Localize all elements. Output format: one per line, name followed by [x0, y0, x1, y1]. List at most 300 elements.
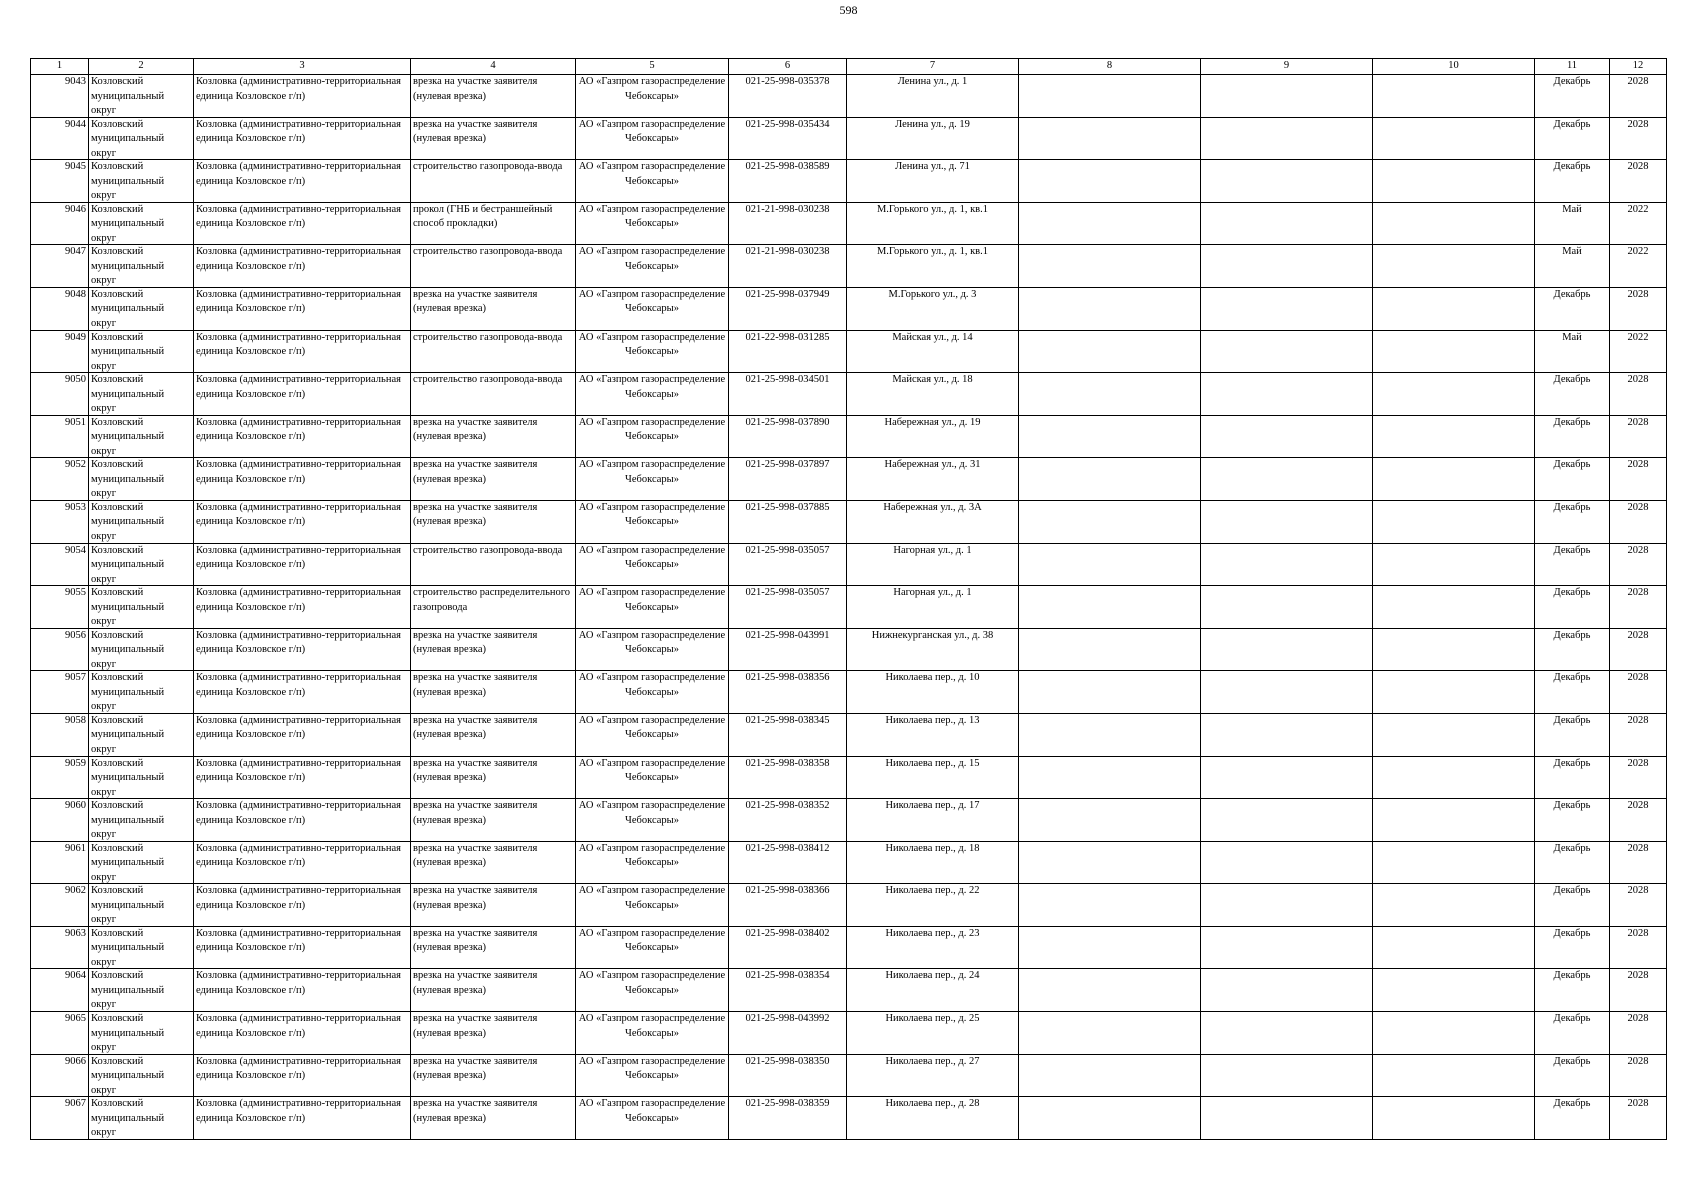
- cell-text: Козловка (административно-территориальная единица Козловское г/п): [196, 757, 401, 783]
- cell-text: 9061: [65, 842, 86, 854]
- table-row: [31, 287, 1667, 330]
- cell-text: [1375, 160, 1532, 201]
- year-cell: [1610, 202, 1667, 245]
- col8-cell: [1019, 841, 1201, 884]
- address-cell: [847, 330, 1019, 373]
- column-header: 5: [576, 59, 729, 75]
- table-row: [31, 969, 1667, 1012]
- month-cell: [1535, 713, 1610, 756]
- cell-text: Декабрь: [1553, 374, 1591, 386]
- district-cell: [89, 373, 194, 416]
- cell-text: Николаева пер., д. 24: [885, 970, 980, 982]
- cell-text: строительство газопровода-ввода: [413, 374, 563, 386]
- cell-text: Декабрь: [1553, 927, 1591, 939]
- code-cell: [729, 628, 847, 671]
- cell-text: 2028: [1627, 629, 1649, 641]
- cell-text: [1203, 331, 1370, 372]
- locality-cell: [194, 373, 411, 416]
- locality-cell: [194, 756, 411, 799]
- col9-cell: [1201, 671, 1373, 714]
- cell-text: 021-25-998-035057: [745, 587, 830, 599]
- cell-text: врезка на участке заявителя (нулевая врезка): [413, 1013, 538, 1039]
- cell-text: Николаева пер., д. 13: [885, 714, 980, 726]
- district-cell: [89, 586, 194, 629]
- district-cell: [89, 1097, 194, 1140]
- cell-text: 9051: [65, 416, 86, 428]
- code-cell: [729, 926, 847, 969]
- cell-text: 9053: [65, 501, 86, 513]
- code-cell: [729, 373, 847, 416]
- district-cell: [89, 75, 194, 118]
- district-cell: [89, 969, 194, 1012]
- organization-cell: [576, 75, 729, 118]
- cell-text: [1021, 842, 1198, 883]
- cell-text: [1021, 203, 1198, 244]
- district-cell: [89, 926, 194, 969]
- district-cell: [89, 117, 194, 160]
- year-cell: [1610, 245, 1667, 288]
- col8-cell: [1019, 202, 1201, 245]
- col10-cell: [1373, 841, 1535, 884]
- cell-text: 9046: [65, 203, 86, 215]
- cell-text: 021-25-998-038589: [745, 161, 830, 173]
- cell-text: 021-25-998-038345: [745, 714, 830, 726]
- work-type-cell: [411, 160, 576, 203]
- cell-text: АО «Газпром газораспределение Чебоксары»: [578, 757, 726, 783]
- organization-cell: [576, 287, 729, 330]
- cell-text: АО «Газпром газораспределение Чебоксары»: [578, 1013, 726, 1039]
- cell-text: [1021, 799, 1198, 840]
- address-cell: [847, 671, 1019, 714]
- cell-text: 2022: [1627, 246, 1649, 258]
- cell-text: [1375, 245, 1532, 286]
- page-number: 598: [839, 3, 858, 17]
- cell-text: Козловский муниципальный округ: [91, 501, 165, 542]
- cell-text: строительство газопровода-ввода: [413, 161, 563, 173]
- table-row: [31, 841, 1667, 884]
- code-cell: [729, 713, 847, 756]
- cell-text: Николаева пер., д. 28: [885, 1098, 980, 1110]
- organization-cell: [576, 1054, 729, 1097]
- district-cell: [89, 799, 194, 842]
- col9-cell: [1201, 75, 1373, 118]
- month-cell: [1535, 245, 1610, 288]
- work-type-cell: [411, 756, 576, 799]
- cell-text: 021-25-998-034501: [745, 374, 830, 386]
- address-cell: [847, 799, 1019, 842]
- cell-text: [1375, 969, 1532, 1010]
- cell-text: 2028: [1627, 587, 1649, 599]
- district-cell: [89, 884, 194, 927]
- cell-text: [1021, 373, 1198, 414]
- cell-text: 9059: [65, 757, 86, 769]
- district-cell: [89, 1012, 194, 1055]
- address-cell: [847, 884, 1019, 927]
- cell-text: [1021, 416, 1198, 457]
- cell-text: Козловский муниципальный округ: [91, 629, 165, 670]
- col9-cell: [1201, 756, 1373, 799]
- code-cell: [729, 75, 847, 118]
- cell-text: Николаева пер., д. 15: [885, 757, 980, 769]
- cell-text: [1203, 75, 1370, 116]
- row-number-cell: [31, 245, 89, 288]
- table-row: [31, 500, 1667, 543]
- work-type-cell: [411, 926, 576, 969]
- district-cell: [89, 415, 194, 458]
- cell-text: АО «Газпром газораспределение Чебоксары»: [578, 970, 726, 996]
- month-cell: [1535, 799, 1610, 842]
- cell-text: [1203, 416, 1370, 457]
- cell-text: Козловка (административно-территориальная единица Козловское г/п): [196, 970, 401, 996]
- month-cell: [1535, 884, 1610, 927]
- cell-text: Козловский муниципальный округ: [91, 970, 165, 1011]
- col9-cell: [1201, 500, 1373, 543]
- table-row: [31, 756, 1667, 799]
- row-number-cell: [31, 628, 89, 671]
- organization-cell: [576, 373, 729, 416]
- year-cell: [1610, 117, 1667, 160]
- col9-cell: [1201, 1012, 1373, 1055]
- col8-cell: [1019, 75, 1201, 118]
- cell-text: [1021, 544, 1198, 585]
- organization-cell: [576, 799, 729, 842]
- cell-text: Набережная ул., д. 3А: [883, 501, 982, 513]
- col9-cell: [1201, 586, 1373, 629]
- cell-text: АО «Газпром газораспределение Чебоксары»: [578, 161, 726, 187]
- cell-text: Козловский муниципальный округ: [91, 161, 165, 202]
- cell-text: врезка на участке заявителя (нулевая врезка): [413, 714, 538, 741]
- work-type-cell: [411, 117, 576, 160]
- row-number-cell: [31, 75, 89, 118]
- col8-cell: [1019, 1054, 1201, 1097]
- work-type-cell: [411, 287, 576, 330]
- cell-text: АО «Газпром газораспределение Чебоксары»: [578, 416, 726, 443]
- work-type-cell: [411, 841, 576, 884]
- cell-text: 9067: [65, 1098, 86, 1110]
- row-number-cell: [31, 160, 89, 203]
- cell-text: 021-25-998-038359: [745, 1098, 830, 1110]
- cell-text: [1021, 671, 1198, 712]
- address-cell: [847, 500, 1019, 543]
- year-cell: [1610, 969, 1667, 1012]
- organization-cell: [576, 415, 729, 458]
- district-cell: [89, 543, 194, 586]
- organization-cell: [576, 330, 729, 373]
- cell-text: Декабрь: [1553, 544, 1591, 556]
- work-type-cell: [411, 799, 576, 842]
- cell-text: АО «Газпром газораспределение Чебоксары»: [578, 544, 726, 571]
- organization-cell: [576, 926, 729, 969]
- cell-text: Декабрь: [1553, 161, 1591, 173]
- col10-cell: [1373, 1012, 1535, 1055]
- col10-cell: [1373, 1054, 1535, 1097]
- code-cell: [729, 671, 847, 714]
- district-cell: [89, 671, 194, 714]
- cell-text: прокол (ГНБ и бестраншейный способ прокладки): [413, 203, 553, 230]
- table-row: [31, 543, 1667, 586]
- month-cell: [1535, 458, 1610, 501]
- address-cell: [847, 160, 1019, 203]
- locality-cell: [194, 1054, 411, 1097]
- cell-text: Козловский муниципальный округ: [91, 331, 165, 372]
- table-row: [31, 628, 1667, 671]
- row-number-cell: [31, 415, 89, 458]
- cell-text: врезка на участке заявителя (нулевая врезка): [413, 885, 538, 911]
- cell-text: 9047: [65, 246, 86, 258]
- year-cell: [1610, 287, 1667, 330]
- cell-text: 021-25-998-038358: [745, 757, 830, 769]
- locality-cell: [194, 415, 411, 458]
- cell-text: Козловка (административно-территориальная единица Козловское г/п): [196, 885, 401, 911]
- work-type-cell: [411, 373, 576, 416]
- organization-cell: [576, 458, 729, 501]
- row-number-cell: [31, 586, 89, 629]
- cell-text: 2028: [1627, 374, 1649, 386]
- col10-cell: [1373, 799, 1535, 842]
- month-cell: [1535, 969, 1610, 1012]
- work-type-cell: [411, 458, 576, 501]
- cell-text: [1375, 373, 1532, 414]
- row-number-cell: [31, 756, 89, 799]
- locality-cell: [194, 1012, 411, 1055]
- col9-cell: [1201, 415, 1373, 458]
- cell-text: [1021, 118, 1198, 159]
- cell-text: [1203, 629, 1370, 670]
- cell-text: Козловка (административно-территориальная единица Козловское г/п): [196, 416, 401, 443]
- address-cell: [847, 756, 1019, 799]
- cell-text: [1021, 714, 1198, 755]
- code-cell: [729, 500, 847, 543]
- cell-text: врезка на участке заявителя (нулевая врезка): [413, 757, 538, 783]
- cell-text: 9044: [65, 118, 86, 130]
- locality-cell: [194, 713, 411, 756]
- organization-cell: [576, 160, 729, 203]
- row-number-cell: [31, 458, 89, 501]
- year-cell: [1610, 543, 1667, 586]
- col9-cell: [1201, 117, 1373, 160]
- cell-text: 9060: [65, 800, 86, 812]
- cell-text: Николаева пер., д. 18: [885, 842, 980, 854]
- address-cell: [847, 543, 1019, 586]
- address-cell: [847, 841, 1019, 884]
- work-type-cell: [411, 713, 576, 756]
- cell-text: [1375, 118, 1532, 159]
- cell-text: Козловка (административно-территориальная единица Козловское г/п): [196, 118, 401, 145]
- cell-text: 021-25-998-038352: [745, 800, 830, 812]
- cell-text: Николаева пер., д. 27: [885, 1055, 980, 1067]
- year-cell: [1610, 330, 1667, 373]
- col9-cell: [1201, 713, 1373, 756]
- col10-cell: [1373, 330, 1535, 373]
- col8-cell: [1019, 330, 1201, 373]
- address-cell: [847, 287, 1019, 330]
- month-cell: [1535, 75, 1610, 118]
- locality-cell: [194, 969, 411, 1012]
- cell-text: 9049: [65, 331, 86, 343]
- cell-text: [1021, 1012, 1198, 1053]
- district-cell: [89, 1054, 194, 1097]
- col10-cell: [1373, 500, 1535, 543]
- work-type-cell: [411, 202, 576, 245]
- code-cell: [729, 543, 847, 586]
- cell-text: врезка на участке заявителя (нулевая врезка): [413, 1098, 538, 1124]
- organization-cell: [576, 1012, 729, 1055]
- work-type-cell: [411, 628, 576, 671]
- address-cell: [847, 117, 1019, 160]
- locality-cell: [194, 884, 411, 927]
- cell-text: АО «Газпром газораспределение Чебоксары»: [578, 501, 726, 528]
- cell-text: Декабрь: [1553, 1013, 1591, 1025]
- month-cell: [1535, 202, 1610, 245]
- cell-text: [1375, 1012, 1532, 1053]
- cell-text: [1375, 799, 1532, 840]
- cell-text: 2028: [1627, 885, 1649, 897]
- organization-cell: [576, 628, 729, 671]
- cell-text: [1375, 75, 1532, 116]
- organization-cell: [576, 500, 729, 543]
- row-number-cell: [31, 1054, 89, 1097]
- cell-text: Николаева пер., д. 17: [885, 800, 980, 812]
- cell-text: врезка на участке заявителя (нулевая врезка): [413, 501, 538, 528]
- cell-text: Козловский муниципальный округ: [91, 885, 165, 926]
- cell-text: 9055: [65, 587, 86, 599]
- cell-text: Козловка (административно-территориальная единица Козловское г/п): [196, 1013, 401, 1039]
- table-row: [31, 713, 1667, 756]
- cell-text: [1021, 586, 1198, 627]
- cell-text: АО «Газпром газораспределение Чебоксары»: [578, 672, 726, 698]
- locality-cell: [194, 202, 411, 245]
- code-cell: [729, 458, 847, 501]
- header-row: [31, 59, 1667, 75]
- year-cell: [1610, 799, 1667, 842]
- col9-cell: [1201, 628, 1373, 671]
- cell-text: Декабрь: [1553, 842, 1591, 854]
- organization-cell: [576, 969, 729, 1012]
- cell-text: Козловка (административно-территориальная единица Козловское г/п): [196, 587, 401, 613]
- cell-text: 9066: [65, 1055, 86, 1067]
- cell-text: Козловский муниципальный округ: [91, 927, 165, 968]
- code-cell: [729, 160, 847, 203]
- cell-text: [1203, 544, 1370, 585]
- table-row: [31, 330, 1667, 373]
- col8-cell: [1019, 373, 1201, 416]
- cell-text: [1375, 1097, 1532, 1138]
- col8-cell: [1019, 160, 1201, 203]
- col10-cell: [1373, 969, 1535, 1012]
- month-cell: [1535, 1097, 1610, 1140]
- column-header: 6: [729, 59, 847, 75]
- cell-text: [1203, 1055, 1370, 1096]
- cell-text: АО «Газпром газораспределение Чебоксары»: [578, 246, 726, 272]
- cell-text: М.Горького ул., д. 1, кв.1: [876, 203, 989, 215]
- month-cell: [1535, 671, 1610, 714]
- cell-text: [1021, 969, 1198, 1010]
- address-cell: [847, 1012, 1019, 1055]
- address-cell: [847, 245, 1019, 288]
- month-cell: [1535, 330, 1610, 373]
- cell-text: [1021, 160, 1198, 201]
- locality-cell: [194, 799, 411, 842]
- cell-text: Козловский муниципальный округ: [91, 1013, 165, 1054]
- locality-cell: [194, 245, 411, 288]
- cell-text: 2028: [1627, 288, 1649, 300]
- cell-text: врезка на участке заявителя (нулевая врезка): [413, 118, 538, 145]
- work-type-cell: [411, 969, 576, 1012]
- organization-cell: [576, 713, 729, 756]
- col8-cell: [1019, 1012, 1201, 1055]
- code-cell: [729, 415, 847, 458]
- cell-text: М.Горького ул., д. 1, кв.1: [876, 246, 989, 258]
- cell-text: [1021, 501, 1198, 542]
- district-cell: [89, 330, 194, 373]
- cell-text: [1203, 927, 1370, 968]
- cell-text: врезка на участке заявителя (нулевая врезка): [413, 288, 538, 315]
- cell-text: [1203, 245, 1370, 286]
- work-type-cell: [411, 1054, 576, 1097]
- month-cell: [1535, 586, 1610, 629]
- work-type-cell: [411, 1012, 576, 1055]
- cell-text: [1375, 501, 1532, 542]
- cell-text: Козловка (административно-территориальная единица Козловское г/п): [196, 374, 401, 400]
- cell-text: [1375, 203, 1532, 244]
- cell-text: [1021, 884, 1198, 925]
- cell-text: АО «Газпром газораспределение Чебоксары»: [578, 288, 726, 315]
- code-cell: [729, 202, 847, 245]
- cell-text: [1021, 458, 1198, 499]
- cell-text: Козловский муниципальный округ: [91, 459, 165, 500]
- cell-text: Майская ул., д. 18: [892, 374, 973, 386]
- cell-text: АО «Газпром газораспределение Чебоксары»: [578, 459, 726, 485]
- table-row: [31, 245, 1667, 288]
- cell-text: Козловка (административно-территориальная единица Козловское г/п): [196, 629, 401, 656]
- cell-text: Нагорная ул., д. 1: [893, 587, 972, 599]
- organization-cell: [576, 245, 729, 288]
- col10-cell: [1373, 117, 1535, 160]
- row-number-cell: [31, 500, 89, 543]
- cell-text: [1021, 1097, 1198, 1138]
- locality-cell: [194, 926, 411, 969]
- locality-cell: [194, 500, 411, 543]
- cell-text: 2028: [1627, 842, 1649, 854]
- code-cell: [729, 1097, 847, 1140]
- year-cell: [1610, 671, 1667, 714]
- address-cell: [847, 373, 1019, 416]
- cell-text: врезка на участке заявителя (нулевая врезка): [413, 672, 538, 698]
- locality-cell: [194, 1097, 411, 1140]
- locality-cell: [194, 287, 411, 330]
- cell-text: [1021, 927, 1198, 968]
- cell-text: Козловка (административно-территориальная единица Козловское г/п): [196, 927, 401, 954]
- row-number-cell: [31, 1012, 89, 1055]
- col8-cell: [1019, 117, 1201, 160]
- col8-cell: [1019, 415, 1201, 458]
- cell-text: Декабрь: [1553, 416, 1591, 428]
- cell-text: 021-25-998-038356: [745, 672, 830, 684]
- cell-text: Козловский муниципальный округ: [91, 374, 165, 415]
- cell-text: 2028: [1627, 544, 1649, 556]
- cell-text: 9062: [65, 885, 86, 897]
- col9-cell: [1201, 841, 1373, 884]
- cell-text: врезка на участке заявителя (нулевая врезка): [413, 416, 538, 443]
- address-cell: [847, 586, 1019, 629]
- cell-text: Козловский муниципальный округ: [91, 714, 165, 755]
- cell-text: 2028: [1627, 459, 1649, 471]
- district-cell: [89, 287, 194, 330]
- row-number-cell: [31, 202, 89, 245]
- work-type-cell: [411, 671, 576, 714]
- cell-text: врезка на участке заявителя (нулевая врезка): [413, 629, 538, 656]
- locality-cell: [194, 75, 411, 118]
